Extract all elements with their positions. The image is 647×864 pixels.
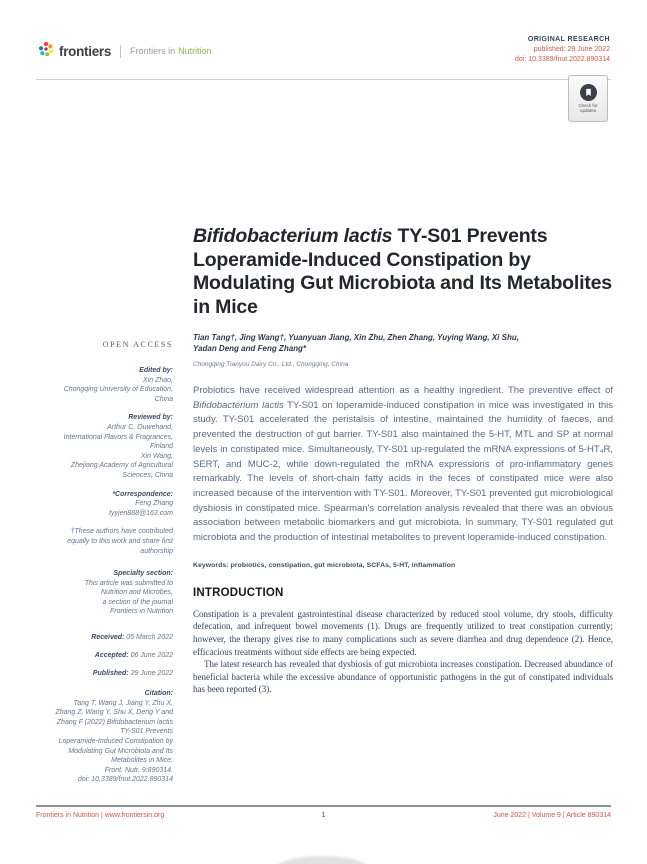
editor-affiliation: Chongqing University of Education, — [63, 386, 173, 394]
citation-line: Zhang F (2022) Bifidobacterium lactis — [56, 718, 173, 726]
correspondence-email-link[interactable]: tyyjen888@163.com — [109, 509, 173, 517]
equal-note-line: †These authors have contributed — [70, 528, 173, 536]
frontiers-logo-icon — [38, 41, 54, 62]
reviewer-1-country: Finland — [150, 443, 173, 451]
intro-paragraph-2: The latest research has revealed that dysbiosis of gut microbiota increases constipation. Decreased abundance of beneficial bacteria while the excessive abundance of opportunistic pathogens in the gut of constipated individuals has been reported (3). — [193, 659, 613, 695]
specialty-line: This article was submitted to — [84, 579, 173, 587]
edited-by-label: Edited by: — [139, 367, 173, 374]
reviewed-by-label: Reviewed by: — [128, 414, 173, 422]
sidebar-article-info — [20, 340, 173, 794]
affiliation: Chongqing Tianyou Dairy Co., Ltd., Chongqing, China — [193, 361, 349, 368]
reviewer-2-affiliation: Zhejiang Academy of Agricultural — [70, 462, 173, 470]
reviewer-1-affiliation: International Flavors & Fragrances, — [63, 433, 173, 441]
journal-name[interactable]: Nutrition — [178, 46, 212, 56]
citation-line: Modulating Gut Microbiota and Its — [68, 747, 173, 755]
frontiers-logo-text: frontiers — [59, 43, 112, 59]
abstract-species-italic: Bifidobacterium lactis — [193, 399, 284, 411]
correspondence-block — [20, 490, 173, 519]
author-list — [193, 333, 613, 354]
equal-note-line: equally to this work and share first — [67, 537, 173, 545]
reviewer-1-name: Arthur C. Ouwehand, — [107, 423, 173, 431]
header-rule — [36, 79, 611, 80]
article-main-column — [193, 225, 613, 696]
check-badge-label: Check for updates — [578, 103, 598, 113]
citation-line: Metabolites in Mice. — [111, 757, 173, 765]
introduction-body — [193, 608, 613, 696]
citation-line: Loperamide-Induced Constipation by — [58, 738, 173, 746]
specialty-line: Nutrition and Microbes, — [101, 589, 173, 597]
reviewer-2-country: Sciences, China — [122, 471, 173, 479]
title-species-italic: Bifidobacterium lactis — [193, 225, 393, 247]
citation-line: Front. Nutr. 9:890314. — [104, 766, 173, 774]
received-date: Received: 05 March 2022 — [91, 634, 173, 642]
correspondence-label: *Correspondence: — [112, 490, 173, 498]
footer-issue-info: June 2022 | Volume 9 | Article 890314 — [493, 812, 611, 819]
introduction-heading: INTRODUCTION — [193, 586, 284, 599]
edited-by-block — [20, 366, 173, 404]
editor-country: China — [154, 395, 173, 403]
header-article-meta — [515, 35, 610, 64]
reviewer-2-name: Xin Wang, — [140, 452, 173, 460]
citation-line: Tang T, Wang J, Jiang Y, Zhu X, — [73, 699, 173, 707]
header-brand[interactable] — [38, 42, 212, 60]
article-title — [193, 225, 613, 319]
specialty-section-block — [20, 569, 173, 617]
citation-doi[interactable]: doi: 10.3389/fnut.2022.890314 — [78, 776, 173, 784]
citation-block — [20, 689, 173, 785]
crossmark-icon — [580, 84, 597, 101]
open-access-label: OPEN ACCESS — [102, 340, 173, 349]
specialty-line: a section of the journal — [102, 598, 173, 606]
abstract-text: Probiotics have received widespread attention as a healthy ingredient. The preventive effect of Bifidobacterium lactis TY-S01 on loperamide-induced constipation in mice was investigated in this study. TY-S01 accelerated the peristalsis of intestine, maintained the humidity of faeces, and prevented the destruction of gut barrier. TY-S01 also maintained the 5-HT, MTL and SP at normal levels in constipated mice. Simultaneously, TY-S01 up-regulated the mRNA expressions of 5-HT₄R, SERT, and MUC-2, while down-regulated the mRNA expressions of pro-inflammatory genes remarkably. The levels of short-chain fatty acids in the feces of constipated mice were also increased because of the intervention with TY-S01. Moreover, TY-S01 prevented gut microbiological dysbiosis in constipated mice. Spearman's correlation analysis revealed that there was an obvious association between metabolic biomarkers and gut microbiota. In summary, TY-S01 regulated gut microbiota and the production of intestinal metabolites to prevent loperamide-induced constipation. — [193, 385, 613, 544]
dates-block — [20, 626, 173, 680]
equal-note-line: authorship — [140, 547, 173, 555]
author-line: Yadan Deng and Feng Zhang* — [193, 343, 307, 353]
check-for-updates-badge[interactable] — [568, 75, 608, 122]
doi-link[interactable]: doi: 10.3389/fnut.2022.890314 — [515, 55, 610, 63]
published-date-side: Published: 29 June 2022 — [92, 670, 173, 678]
journal-prefix: Frontiers in — [130, 46, 176, 56]
author-line: Tian Tang†, Jing Wang†, Yuanyuan Jiang, Xin Zhu, Zhen Zhang, Yuying Wang, Xi Shu, — [193, 333, 519, 342]
correspondence-name: Feng Zhang — [135, 500, 173, 508]
reviewed-by-block — [20, 413, 173, 480]
citation-line: TY-S01 Prevents — [120, 728, 173, 736]
accepted-date: Accepted: 06 June 2022 — [94, 652, 173, 660]
citation-line: Zhang Z, Wang Y, Shu X, Deng Y and — [55, 709, 173, 717]
specialty-section-label: Specialty section: — [113, 570, 173, 578]
header-divider — [120, 45, 121, 58]
keywords-line: Keywords: probiotics, constipation, gut microbiota, SCFAs, 5-HT, inflammation — [193, 561, 456, 569]
citation-label: Citation: — [144, 690, 173, 698]
footer-rule — [36, 805, 611, 807]
editor-name: Xin Zhao, — [143, 376, 173, 384]
published-date: published: 29 June 2022 — [533, 46, 610, 53]
title-rest: TY-S01 Prevents Loperamide-Induced Constipation by Modulating Gut Microbiota and Its Metabolites in Mice — [193, 225, 612, 318]
page-number: 1 — [321, 812, 326, 819]
footer-journal-link[interactable]: Frontiers in Nutrition | www.frontiersin.org — [36, 812, 165, 819]
specialty-line: Frontiers in Nutrition — [109, 608, 173, 616]
article-type-label: ORIGINAL RESEARCH — [527, 36, 610, 43]
intro-paragraph-1: Constipation is a prevalent gastrointestinal disease characterized by reduced stool volume, dry stools, difficulty defecation, and infrequent bowel movements (1). Drugs are frequently utilized to treat constipation currently; however, the therapy gives rise to many complications such as severe diarrhea and drug dependence (2). Hence, efficacious treatments without side effects are being expected. — [193, 608, 613, 657]
bottom-page-arc — [274, 856, 370, 864]
equal-contribution-note — [20, 527, 173, 556]
